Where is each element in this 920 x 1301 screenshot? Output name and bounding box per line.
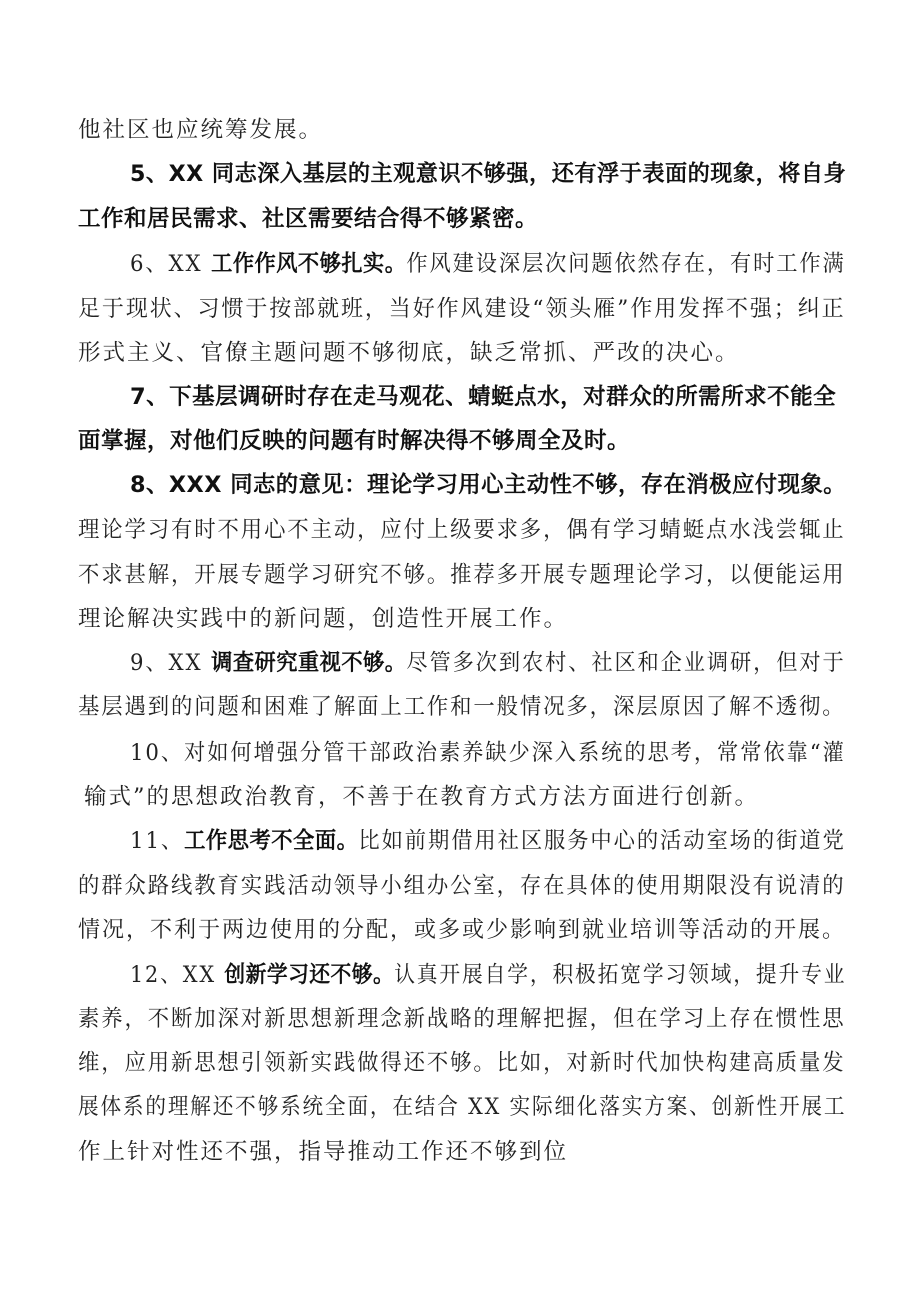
text-run: 理论学习有时不用心不主动，应付上级要求多，偶有学习蜻蜓点水浅尝辄止 [78, 517, 846, 543]
text-run: 展体系的理解还不够系统全面，在结合 XX 实际细化落实方案、创新性开展工 [78, 1094, 847, 1120]
item-number: 12、XX [130, 962, 225, 988]
text-line [78, 1004, 846, 1034]
text-line [78, 871, 846, 901]
text-line [78, 915, 846, 945]
text-line [78, 338, 740, 368]
text-line [78, 294, 846, 324]
item-7-heading: 7、下基层调研时存在走马观花、蜻蜓点水，对群众的所需所求不能全 [130, 384, 837, 410]
text-line [130, 249, 846, 279]
item-5-heading: 5、XX 同志深入基层的主观意识不够强，还有浮于表面的现象，将自身 [130, 161, 847, 187]
text-line [130, 159, 846, 189]
text-line [130, 648, 846, 678]
item-7-heading-cont: 面掌握，对他们反映的问题有时解决得不够周全及时。 [78, 428, 631, 454]
item-12-heading: 创新学习还不够。 [224, 962, 395, 988]
text-line [78, 560, 846, 590]
text-run: 基层遇到的问题和困难了解面上工作和一般情况多，深层原因了解不透彻。 [78, 694, 846, 720]
text-line [78, 692, 846, 722]
text-run: 不求甚解，开展专题学习研究不够。推荐多开展专题理论学习，以便能运用 [78, 562, 846, 588]
item-11-heading: 工作思考不全面。 [184, 828, 359, 854]
item-6-heading: 工作作风不够扎实。 [211, 251, 407, 277]
item-8-heading: 8、XXX 同志的意见：理论学习用心主动性不够，存在消极应付现象。 [130, 472, 847, 498]
text-line [78, 204, 538, 234]
text-line [130, 470, 846, 500]
text-line [78, 115, 323, 145]
text-line [78, 426, 630, 456]
text-line [130, 960, 846, 990]
text-run: 作上针对性还不强，指导推动工作还不够到位 [78, 1139, 569, 1165]
text-line [130, 738, 846, 768]
text-line [78, 515, 846, 545]
text-line [78, 1137, 568, 1167]
text-run: 他社区也应统筹发展。 [78, 117, 324, 143]
text-line [130, 826, 846, 856]
text-run: 的群众路线教育实践活动领导小组办公室，存在具体的使用期限没有说清的 [78, 873, 846, 899]
text-run: 素养，不断加深对新思想新理念新战略的理解把握，但在学习上存在惯性思 [78, 1006, 846, 1032]
text-run: 认真开展自学，积极拓宽学习领域，提升专业 [394, 962, 847, 988]
item-9-heading: 调查研究重视不够。 [211, 650, 407, 676]
text-run: 维，应用新思想引领新实践做得还不够。比如，对新时代加快构建高质量发 [78, 1050, 846, 1076]
item-number: 11、 [130, 828, 185, 854]
text-run: 比如前期借用社区服务中心的活动室场的街道党 [358, 828, 846, 854]
item-number: 9、XX [130, 650, 212, 676]
text-run: 输式”的思想政治教育，不善于在教育方式方法方面进行创新。 [84, 784, 760, 810]
text-line [84, 782, 759, 812]
text-run: 作风建设深层次问题依然存在，有时工作满 [406, 251, 846, 277]
text-run: 形式主义、官僚主题问题不够彻底，缺乏常抓、严改的决心。 [78, 340, 740, 366]
text-run: 尽管多次到农村、社区和企业调研，但对于 [406, 650, 846, 676]
text-line [78, 604, 568, 634]
item-number: 6、XX [130, 251, 212, 277]
item-5-heading-cont: 工作和居民需求、社区需要结合得不够紧密。 [78, 206, 539, 232]
text-line [78, 1048, 846, 1078]
text-line [130, 382, 836, 412]
text-run: 10、对如何增强分管干部政治素养缺少深入系统的思考，常常依靠“灌 [130, 740, 846, 766]
text-run: 理论解决实践中的新问题，创造性开展工作。 [78, 606, 569, 632]
text-run: 足于现状、习惯于按部就班，当好作风建设“领头雁”作用发挥不强；纠正 [78, 296, 846, 322]
text-run: 情况，不利于两边使用的分配，或多或少影响到就业培训等活动的开展。 [78, 917, 847, 943]
text-line [78, 1092, 846, 1122]
